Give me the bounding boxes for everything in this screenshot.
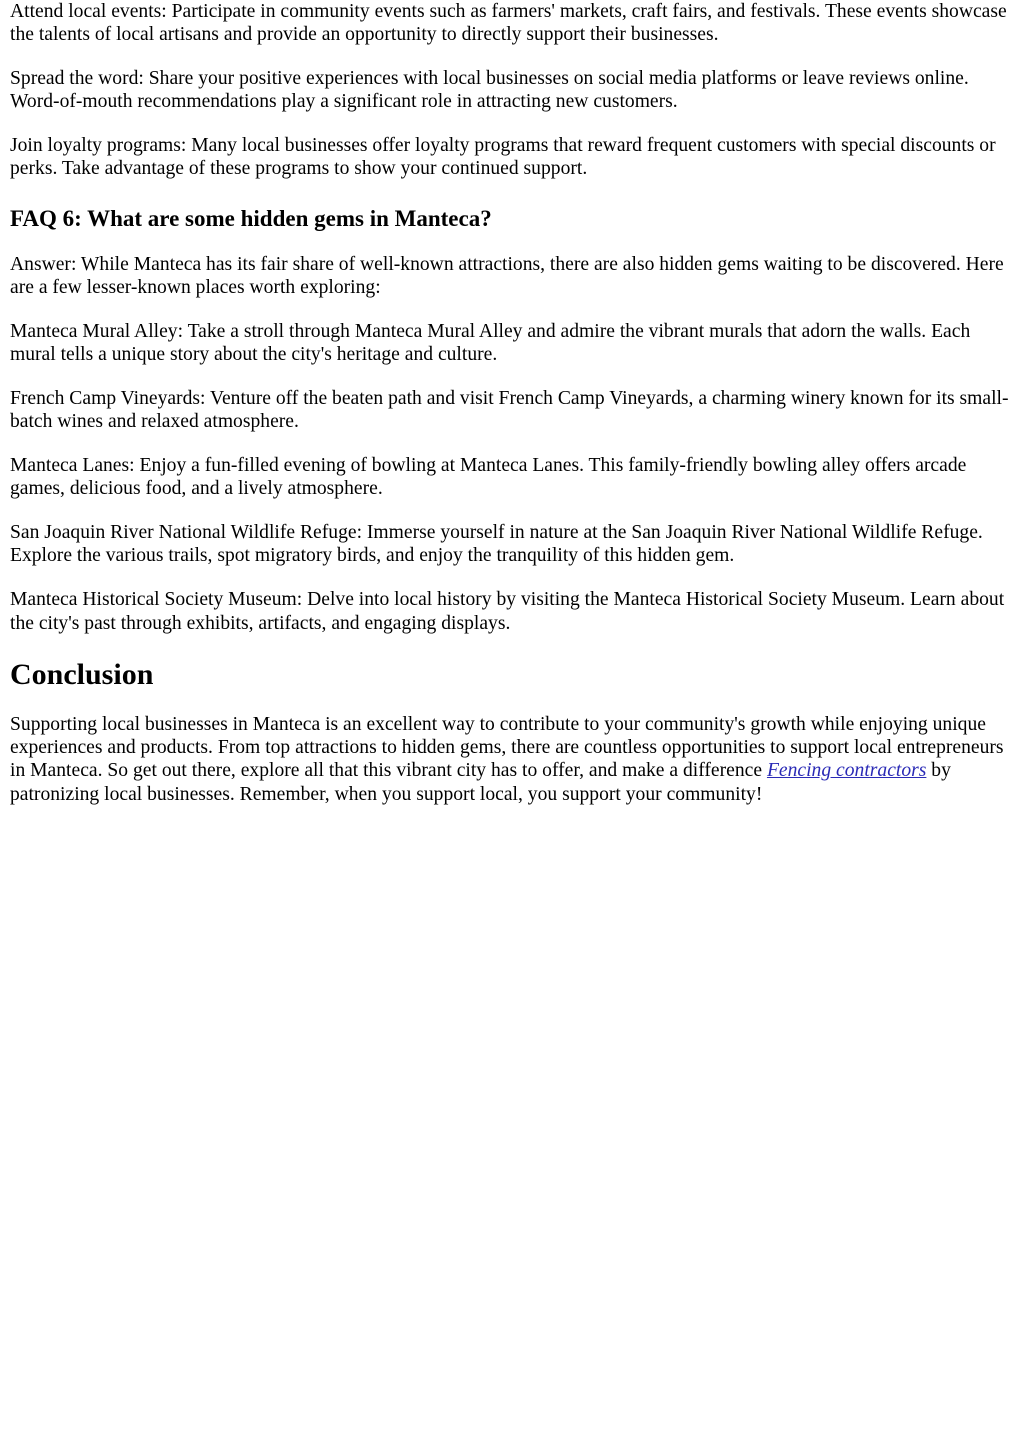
- faq6-heading: FAQ 6: What are some hidden gems in Manteca?: [10, 205, 492, 231]
- faq6-item-historical-museum: Manteca Historical Society Museum: Delve into local history by visiting the Manteca Historical Society Museum. Learn about the city's past through exhibits, artifacts, and engaging displays.: [10, 589, 1005, 634]
- faq6-item-french-camp: French Camp Vineyards: Venture off the beaten path and visit French Camp Vineyards, a charming winery known for its small-batch wines and relaxed atmosphere.: [10, 387, 1009, 433]
- paragraph-attend-events: Attend local events: Participate in community events such as farmers' markets, craft fairs, and festivals. These events showcase the talents of local artisans and provide an opportunity to directly support their businesses.: [10, 1, 1007, 46]
- faq6-answer: Answer: While Manteca has its fair share of well-known attractions, there are also hidden gems waiting to be discovered. Here are a few lesser-known places worth exploring:: [10, 253, 1004, 299]
- fencing-contractors-link[interactable]: Fencing contractors: [766, 760, 927, 782]
- faq6-item-wildlife-refuge: San Joaquin River National Wildlife Refuge: Immerse yourself in nature at the San Joaquin River National Wildlife Refuge. Explore the various trails, spot migratory birds, and enjoy the tranquility of this hidden gem.: [10, 522, 983, 567]
- conclusion-text-after-link: by patronizing local businesses. Remember, when you support local, you support your community!: [10, 760, 951, 805]
- faq6-item-manteca-lanes: Manteca Lanes: Enjoy a fun-filled evening of bowling at Manteca Lanes. This family-friendly bowling alley offers arcade games, delicious food, and a lively atmosphere.: [10, 455, 967, 500]
- faq6-item-mural-alley: Manteca Mural Alley: Take a stroll through Manteca Mural Alley and admire the vibrant murals that adorn the walls. Each mural tells a unique story about the city's heritage and culture.: [10, 320, 971, 366]
- conclusion-heading: Conclusion: [10, 657, 154, 691]
- conclusion-paragraph: [10, 713, 1014, 806]
- paragraph-loyalty-programs: Join loyalty programs: Many local businesses offer loyalty programs that reward frequent customers with special discounts or perks. Take advantage of these programs to show your continued support.: [10, 135, 996, 180]
- paragraph-spread-word: Spread the word: Share your positive experiences with local businesses on social media platforms or leave reviews online. Word-of-mouth recommendations play a significant role in attracting new customers.: [10, 68, 969, 113]
- conclusion-text-before-link: Supporting local businesses in Manteca is an excellent way to contribute to your community's growth while enjoying unique experiences and products. From top attractions to hidden gems, there are countless opportunities to support local entrepreneurs in Manteca. So get out there, explore all that this vibrant city has to offer, and make a difference: [10, 713, 1004, 782]
